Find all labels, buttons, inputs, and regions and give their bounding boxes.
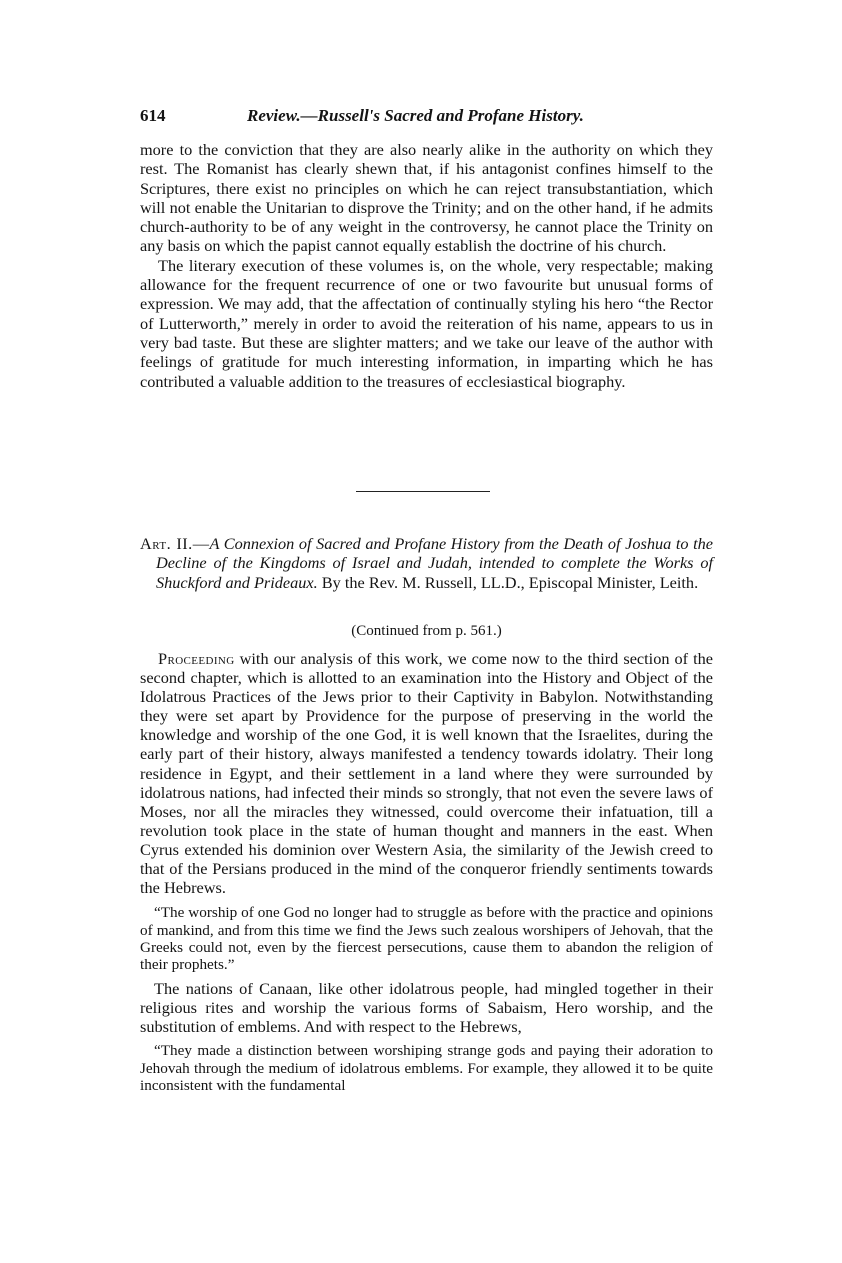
previous-review-ending <box>140 140 713 391</box>
continuation-paragraph: more to the conviction that they are also nearly alike in the authority on which they rest. The Romanist has clearly shewn that, if his antagonist confines himself to the Scriptures, there exist no principles on which he can reject transubstantiation, which will not enable the Unitarian to disprove the Trinity; and on the other hand, if he admits church-authority to be of any weight in the controversy, he cannot place the Trinity on any basis on which the papist cannot equally establish the doctrine of his church. <box>140 140 713 256</box>
block-quote: “They made a distinction between worshiping strange gods and paying their adoration to Jehovah through the medium of idolatrous emblems. For example, they allowed it to be quite inconsistent with the fundamental <box>140 1042 713 1095</box>
page-header <box>140 106 740 132</box>
lead-word: Proceeding <box>158 649 235 668</box>
article-number: Art. II.— <box>140 534 210 553</box>
body-paragraph-text: with our analysis of this work, we come now to the third section of the second chapter, which is allotted to an examination into the History and Object of the Idolatrous Practices of the Jews prior to their Captivity in Babylon. Notwithstanding they were set apart by Providence for the purpose of preserving in the world the knowledge and worship of the one God, it is well known that the Israelites, during the early part of their history, always manifested a tendency towards idolatry. Their long residence in Egypt, and their settlement in a land where they were surrounded by idolatrous nations, had infected their minds so strongly, that not even the severe laws of Moses, nor all the miracles they witnessed, could overcome their infatuation, till a revolution took place in the state of human thought and manners in the east. When Cyrus extended his dominion over Western Asia, the similarity of the Jewish creed to that of the Persians produced in the mind of the conqueror friendly sentiments towards the Hebrews. <box>140 649 713 898</box>
body-paragraph: The nations of Canaan, like other idolatrous people, had mingled together in their religious rites and worship the various forms of Sabaism, Hero worship, and the substitution of emblems. And with respect to the Hebrews, <box>140 978 713 1037</box>
continued-note: (Continued from p. 561.) <box>351 623 502 639</box>
running-head: Review.—Russell's Sacred and Profane History. <box>247 106 584 125</box>
body-paragraph <box>140 649 713 897</box>
article-byline: By the Rev. M. Russell, LL.D., Episcopal Minister, Leith. <box>317 572 699 592</box>
article-heading <box>140 534 713 592</box>
closing-paragraph: The literary execution of these volumes is, on the whole, very respectable; making allowance for the frequent recurrence of one or two favourite but unusual forms of expression. We may add, that the affectation of continually styling his hero “the Rector of Lutterworth,” merely in order to avoid the reiteration of his name, appears to us in very bad taste. But these are slighter matters; and we take our leave of the author with feelings of gratitude for much interesting information, in imparting which he has contributed a valuable addition to the treasures of ecclesiastical biography. <box>140 255 713 391</box>
page-number: 614 <box>140 106 166 125</box>
section-divider <box>356 491 490 492</box>
article-title: A Connexion of Sacred and Profane History from the Death of Joshua to the Decline of the Kingdoms of Israel and Judah, intended to complete the Works of Shuckford and Prideaux. <box>156 534 713 592</box>
article-entry <box>140 534 713 592</box>
article-body <box>140 649 713 1095</box>
block-quote: “The worship of one God no longer had to struggle as before with the practice and opinions of mankind, and from this time we find the Jews such zealous worshipers of Jehovah, that the Greeks could not, even by the fiercest persecutions, cause them to abandon the religion of their prophets.” <box>140 904 713 974</box>
